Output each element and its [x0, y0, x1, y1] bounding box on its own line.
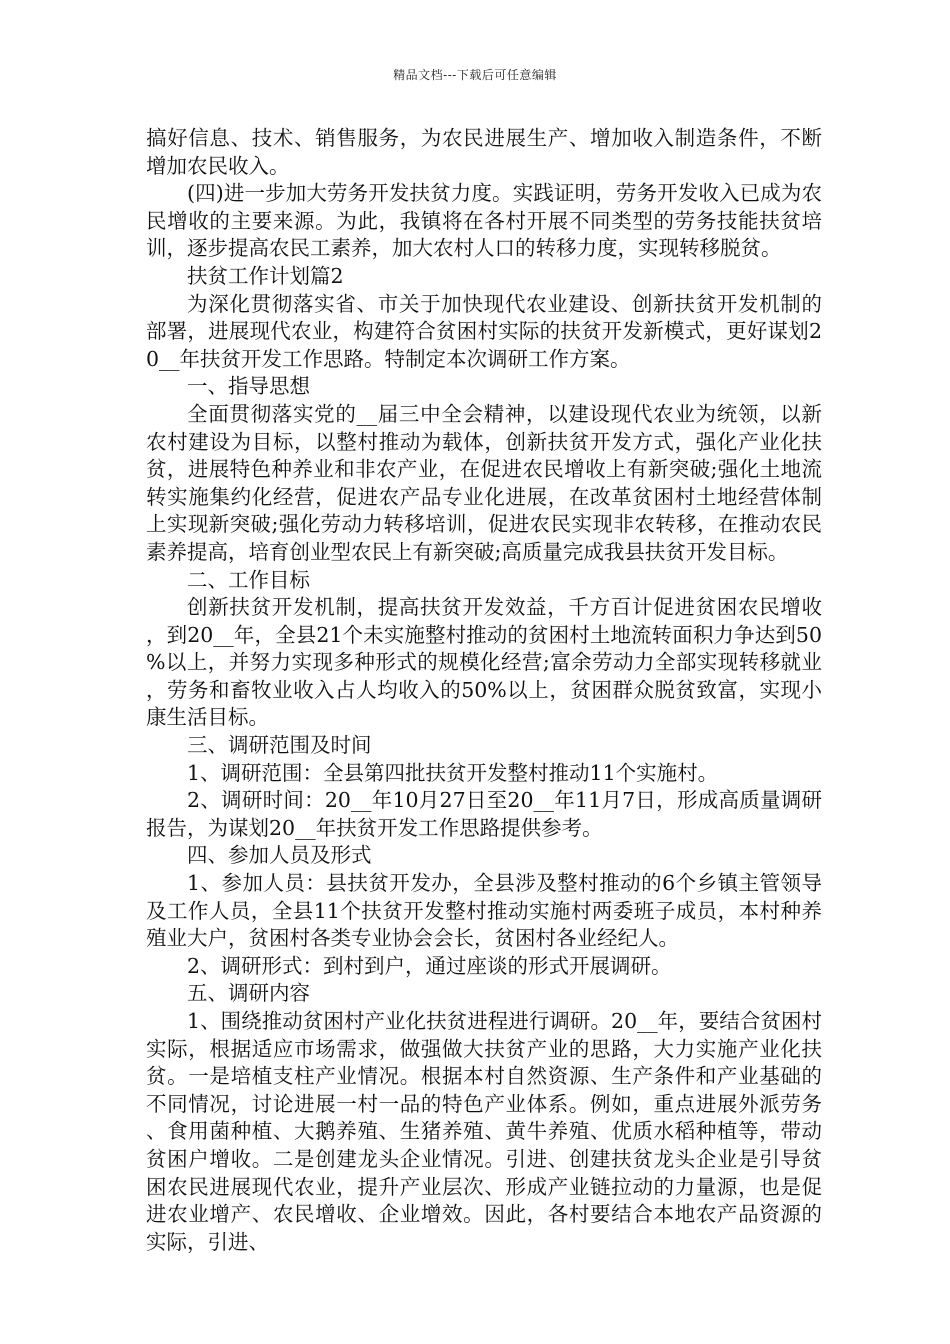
document-body [146, 125, 822, 1256]
paragraph: 1、调研范围：全县第四批扶贫开发整村推动11个实施村。 [187, 760, 719, 785]
page-header: 精品文档---下载后可任意编辑 [393, 68, 557, 82]
paragraph: 1、围绕推动贫困村产业化扶贫进程进行调研。20__年，要结合贫困村实际，根据适应市场需求，做强做大扶贫产业的思路，大力实施产业化扶贫。一是培植支柱产业情况。根据本村自然资源、生产条件和产业基础的不同情况，讨论进展一村一品的特色产业体系。例如，重点进展外派劳务、食用菌种植、大鹅养殖、生猪养殖、黄牛养殖、优质水稻种植等，带动贫困户增收。二是创建龙头企业情况。引进、创建扶贫龙头企业是引导贫困农民进展现代农业，提升产业层次、形成产业链拉动的力量源，也是促进农业增产、农民增收、企业增效。因此，各村要结合本地农产品资源的实际，引进、 [146, 1009, 822, 1254]
paragraph: 2、调研时间：20__年10月27日至20__年11月7日，形成高质量调研报告，为谋划20__年扶贫开发工作思路提供参考。 [146, 788, 822, 840]
section-heading: 四、参加人员及形式 [187, 843, 372, 868]
section-title: 扶贫工作计划篇2 [187, 263, 344, 288]
paragraph: 全面贯彻落实党的__届三中全会精神，以建设现代农业为统领，以新农村建设为目标，以整村推动为载体，创新扶贫开发方式，强化产业化扶贫，进展特色种养业和非农产业，在促进农民增收上有新突破;强化土地流转实施集约化经营，促进农产品专业化进展，在改革贫困村土地经营体制上实现新突破;强化劳动力转移培训，促进农民实现非农转移，在推动农民素养提高，培育创业型农民上有新突破;高质量完成我县扶贫开发目标。 [146, 401, 822, 564]
section-heading: 二、工作目标 [187, 567, 310, 592]
section-heading: 五、调研内容 [187, 981, 310, 1006]
paragraph: (四)进一步加大劳务开发扶贫力度。实践证明，劳务开发收入已成为农民增收的主要来源。为此，我镇将在各村开展不同类型的劳务技能扶贫培训，逐步提高农民工素养，加大农村人口的转移力度，实现转移脱贫。 [146, 181, 822, 261]
paragraph: 为深化贯彻落实省、市关于加快现代农业建设、创新扶贫开发机制的部署，进展现代农业，构建符合贫困村实际的扶贫开发新模式，更好谋划20__年扶贫开发工作思路。特制定本次调研工作方案。 [146, 291, 822, 371]
paragraph: 创新扶贫开发机制，提高扶贫开发效益，千方百计促进贫困农民增收，到20__年，全县21个未实施整村推动的贫困村土地流转面积力争达到50%以上，并努力实现多种形式的规模化经营;富余劳动力全部实现转移就业，劳务和畜牧业收入占人均收入的50%以上，贫困群众脱贫致富，实现小康生活目标。 [146, 595, 822, 730]
paragraph: 搞好信息、技术、销售服务，为农民进展生产、增加收入制造条件，不断增加农民收入。 [146, 126, 822, 178]
paragraph: 2、调研形式：到村到户，通过座谈的形式开展调研。 [187, 953, 672, 978]
section-heading: 一、指导思想 [187, 374, 310, 399]
section-heading: 三、调研范围及时间 [187, 733, 372, 758]
paragraph: 1、参加人员：县扶贫开发办，全县涉及整村推动的6个乡镇主管领导及工作人员，全县11个扶贫开发整村推动实施村两委班子成员，本村种养殖业大户，贫困村各类专业协会会长，贫困村各业经纪人。 [146, 871, 822, 951]
